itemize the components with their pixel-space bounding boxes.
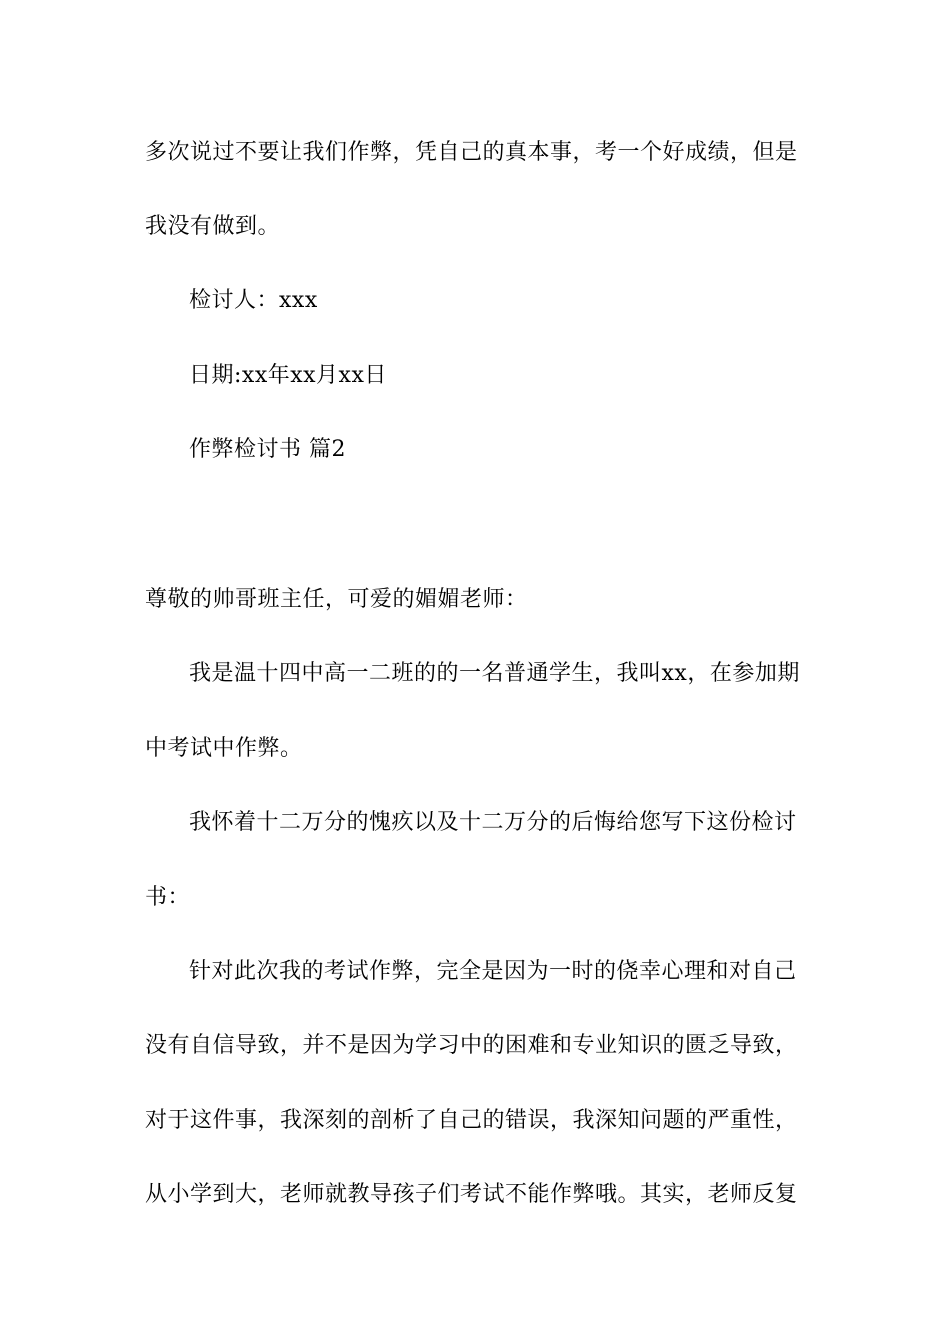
date-line: 日期:xx年xx月xx日	[189, 363, 387, 388]
text-line-2: 我没有做到。	[145, 214, 281, 239]
signer-line: 检讨人：xxx	[189, 288, 318, 313]
text-line-11: 针对此次我的考试作弊，完全是因为一时的侥幸心理和对自己	[189, 959, 797, 984]
text-line-14: 从小学到大，老师就教导孩子们考试不能作弊哦。其实，老师反复	[145, 1182, 798, 1207]
section-heading: 作弊检讨书 篇2	[189, 437, 346, 462]
salutation: 尊敬的帅哥班主任，可爱的媚媚老师：	[145, 587, 528, 612]
text-line-1: 多次说过不要让我们作弊，凭自己的真本事，考一个好成绩，但是	[145, 140, 798, 165]
text-line-13: 对于这件事，我深刻的剖析了自己的错误，我深知问题的严重性，	[145, 1108, 798, 1133]
text-line-10: 书：	[145, 885, 191, 910]
text-line-7: 我是温十四中高一二班的的一名普通学生，我叫xx，在参加期	[189, 661, 800, 686]
text-line-8: 中考试中作弊。	[145, 736, 303, 761]
text-line-9: 我怀着十二万分的愧疚以及十二万分的后悔给您写下这份检讨	[189, 810, 797, 835]
text-line-12: 没有自信导致，并不是因为学习中的困难和专业知识的匮乏导致，	[145, 1033, 798, 1058]
